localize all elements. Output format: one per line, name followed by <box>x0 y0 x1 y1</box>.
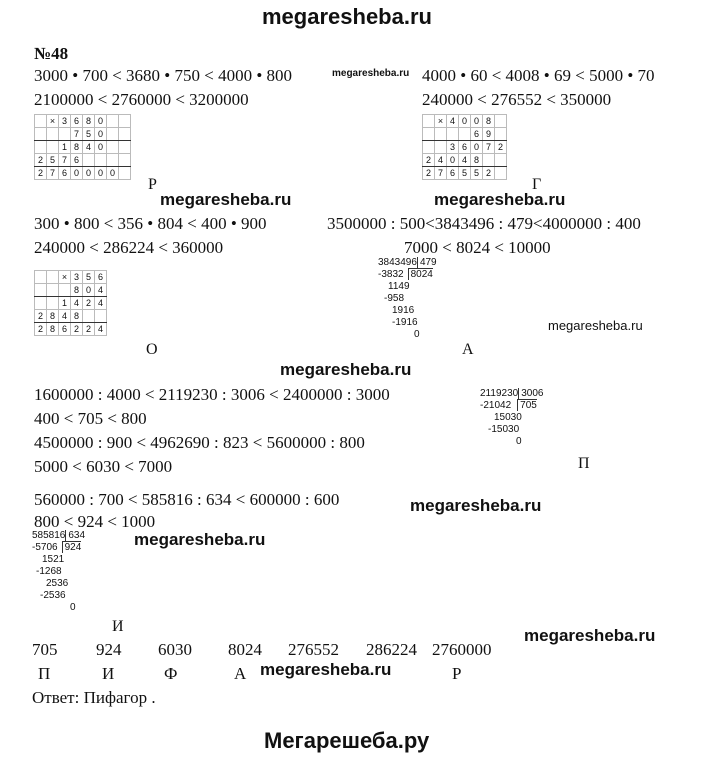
inequality-line: 560000 : 700 < 585816 : 634 < 600000 : 600 <box>34 490 340 509</box>
multiplication-grid: × 3 5 6 8 0 4 1 4 2 4 2 8 4 8 2 8 6 2 2 4 <box>34 270 107 336</box>
watermark: megaresheba.ru <box>548 318 643 333</box>
inequality-line: 240000 < 276552 < 350000 <box>422 90 612 109</box>
inequality-line: 1600000 : 4000 < 2119230 : 3006 < 2400000 : 3000 <box>34 385 390 404</box>
key-number: 8024 <box>228 640 262 659</box>
watermark: megaresheba.ru <box>280 360 412 379</box>
key-number: 705 <box>32 640 58 659</box>
inequality-line: 240000 < 286224 < 360000 <box>34 238 224 257</box>
inequality-line: 3500000 : 500<3843496 : 479<4000000 : 400 <box>327 214 641 233</box>
key-letter: Ф <box>164 664 178 683</box>
key-number: 276552 <box>288 640 339 659</box>
multiplication-grid: × 4 0 0 8 6 9 3 6 0 7 2 2 4 0 4 8 2 7 6 5 5 2 <box>422 114 507 180</box>
long-division: 585816 634 -5706 924 1521 -1268 2536 -2536 0 <box>32 530 86 613</box>
task-number: №48 <box>34 44 69 63</box>
long-division: 2119230 3006 -21042 705 15030 -15030 0 <box>480 388 544 447</box>
key-letter: П <box>38 664 51 683</box>
inequality-line: 2100000 < 2760000 < 3200000 <box>34 90 249 109</box>
inequality-line: 400 < 705 < 800 <box>34 409 147 428</box>
key-letter: И <box>102 664 115 683</box>
watermark: megaresheba.ru <box>134 530 266 549</box>
watermark: megaresheba.ru <box>434 190 566 209</box>
inequality-line: 4500000 : 900 < 4962690 : 823 < 5600000 : 800 <box>34 433 365 452</box>
long-division: 3843496 479 -3832 8024 1149 -958 1916 -1916 0 <box>378 257 437 340</box>
inequality-line: 5000 < 6030 < 7000 <box>34 457 173 476</box>
multiplication-grid: × 3 6 8 0 7 5 0 1 8 4 0 2 5 7 6 2 7 6 0 0 0 0 <box>34 114 131 180</box>
watermark: megaresheba.ru <box>524 626 656 645</box>
key-number: 6030 <box>158 640 192 659</box>
watermark: megaresheba.ru <box>260 660 392 679</box>
inequality-line: 4000 • 60 < 4008 • 69 < 5000 • 70 <box>422 66 655 85</box>
site-footer: Мегарешеба.ру <box>264 728 430 753</box>
key-letter: Р <box>452 664 462 683</box>
answer-letter: И <box>112 618 124 635</box>
inequality-line: 300 • 800 < 356 • 804 < 400 • 900 <box>34 214 267 233</box>
answer-letter: О <box>146 341 158 358</box>
inequality-line: 800 < 924 < 1000 <box>34 512 156 531</box>
watermark: megaresheba.ru <box>332 68 410 79</box>
inequality-line: 7000 < 8024 < 10000 <box>404 238 551 257</box>
answer-letter: П <box>578 455 590 472</box>
answer-letter: А <box>462 341 474 358</box>
answer-letter: Р <box>148 176 157 193</box>
inequality-line: 3000 • 700 < 3680 • 750 < 4000 • 800 <box>34 66 293 85</box>
key-number: 924 <box>96 640 122 659</box>
key-letter: А <box>234 664 247 683</box>
key-number: 286224 <box>366 640 417 659</box>
answer-letter: Г <box>532 176 542 193</box>
site-header: megaresheba.ru <box>262 4 432 29</box>
key-number: 2760000 <box>432 640 492 659</box>
watermark: megaresheba.ru <box>410 496 542 515</box>
answer-text: Ответ: Пифагор . <box>32 688 156 707</box>
watermark: megaresheba.ru <box>160 190 292 209</box>
